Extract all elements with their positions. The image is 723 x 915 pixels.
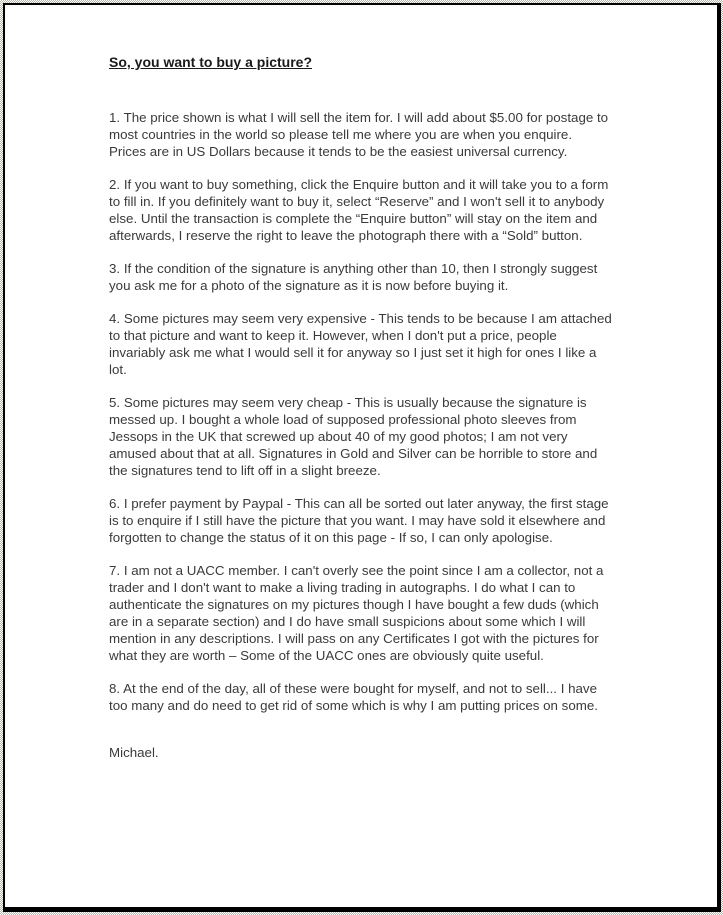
paragraph-5: 5. Some pictures may seem very cheap - This is usually because the signature is messed up. I bought a whole load of supposed professional photo sleeves from Jessops in the UK that screwed up about 40 of my good photos; I am not very amused about that at all. Signatures in Gold and Silver can be horrible to store and the signatures tend to lift off in a slight breeze. xyxy=(109,395,598,478)
paragraph-3: 3. If the condition of the signature is anything other than 10, then I strongly suggest you ask me for a photo of the signature as it is now before buying it. xyxy=(109,261,598,293)
paragraph-7: 7. I am not a UACC member. I can't overly see the point since I am a collector, not a trader and I don't want to make a living trading in autographs. I do what I can to authenticate the signatures on my pictures though I have bought a few duds (which are in a separate section) and I do have small suspicions about some which I will mention in any descriptions. I will pass on any Certificates I got with the pictures for what they are worth – Some of the UACC ones are obviously quite useful. xyxy=(109,563,604,663)
signature: Michael. xyxy=(109,745,159,760)
paragraph-4: 4. Some pictures may seem very expensive - This tends to be because I am attached to that picture and want to keep it. However, when I don't put a price, people invariably ask me what I would sell it for anyway so I just set it high for ones I like a lot. xyxy=(109,311,612,377)
document-title: So, you want to buy a picture? xyxy=(109,54,313,70)
paragraph-6: 6. I prefer payment by Paypal - This can all be sorted out later anyway, the first stage is to enquire if I still have the picture that you want. I may have sold it elsewhere and forgotten to change the status of it on this page - If so, I can only apologise. xyxy=(109,496,609,545)
paragraph-1: 1. The price shown is what I will sell the item for. I will add about $5.00 for postage to most countries in the world so please tell me where you are when you enquire. Prices are in US Dollars because it tends to be the easiest universal currency. xyxy=(109,110,609,159)
paragraph-2: 2. If you want to buy something, click the Enquire button and it will take you to a form to fill in. If you definitely want to buy it, select “Reserve” and I won't sell it to anybody else. Until the transaction is complete the “Enquire button” will stay on the item and afterwards, I reserve the right to leave the photograph there with a “Sold” button. xyxy=(109,177,609,243)
document-content xyxy=(5,5,717,761)
paragraph-8: 8. At the end of the day, all of these were bought for myself, and not to sell... I have too many and do need to get rid of some which is why I am putting prices on some. xyxy=(109,681,598,713)
document-page xyxy=(3,3,721,912)
